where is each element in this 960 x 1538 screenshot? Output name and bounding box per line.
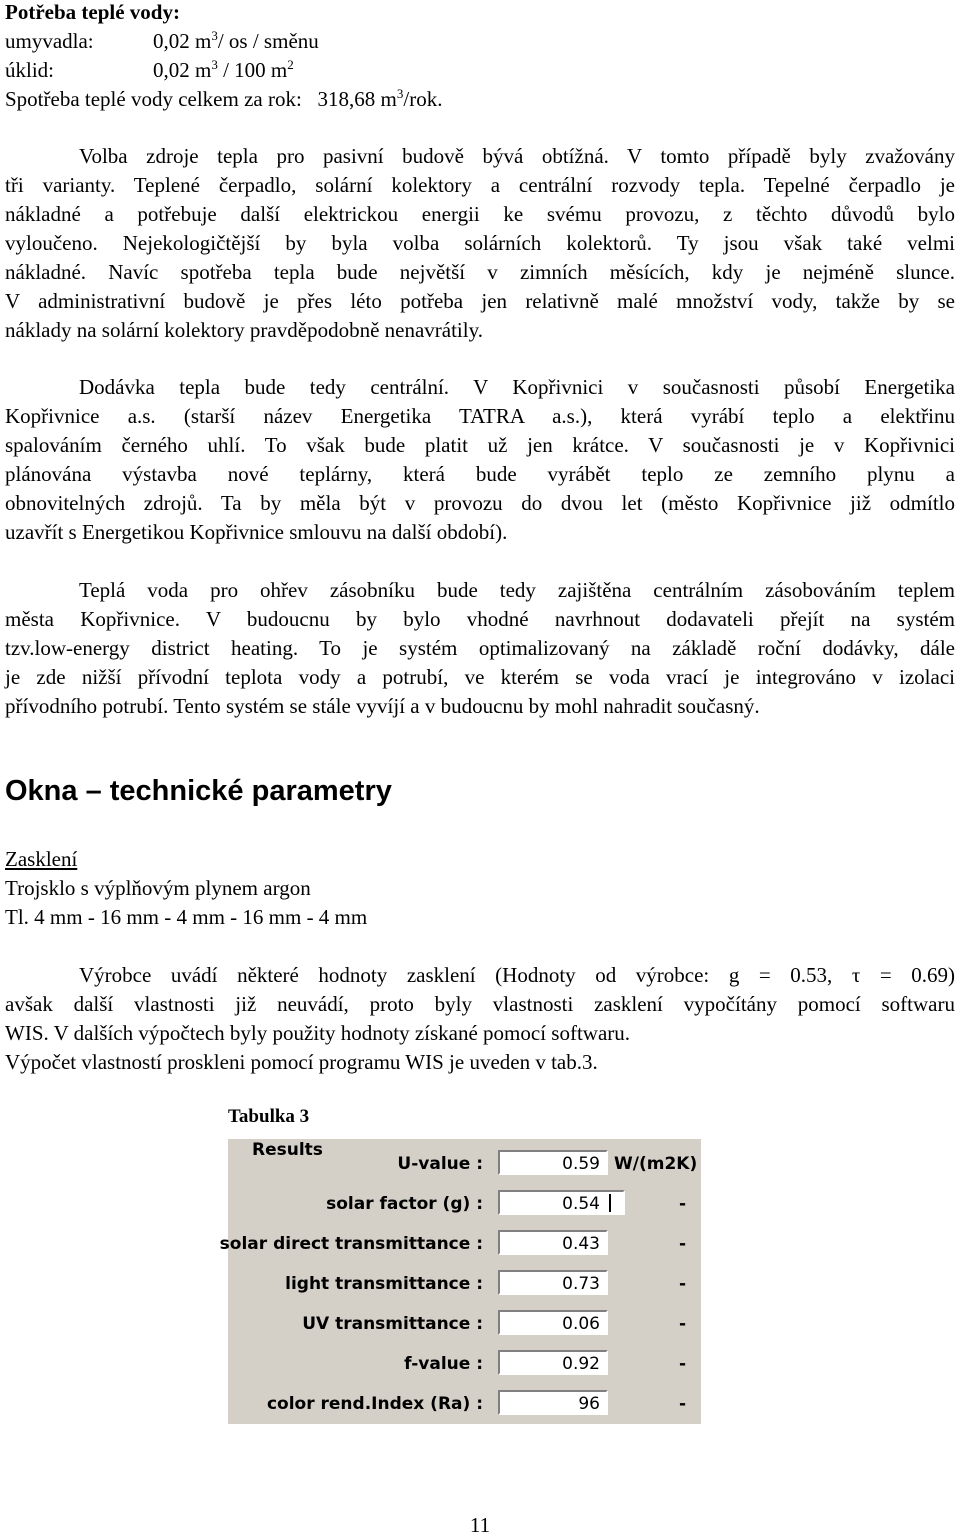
para1-line: V administrativní budově je přes léto potřeba jen relativně malé množství vody, takže by se (5, 289, 955, 313)
result-value-field[interactable] (498, 1150, 608, 1175)
para5-line: Výpočet vlastností proskleni pomocí programu WIS je uveden v tab.3. (5, 1050, 598, 1074)
result-label: f-value : (404, 1354, 483, 1374)
result-unit: - (679, 1354, 687, 1374)
result-value-field[interactable] (498, 1350, 608, 1375)
result-unit: W/(m2K) (614, 1154, 698, 1174)
cleaning-unit: / 100 m (217, 58, 288, 82)
cleaning-value: 0,02 m (153, 58, 212, 82)
result-value: 0.92 (562, 1354, 600, 1374)
result-label: color rend.Index (Ra) : (266, 1394, 483, 1414)
result-row-light-transmittance (228, 1269, 701, 1299)
para2-line: Dodávka tepla bude tedy centrální. V Kopřivnici v současnosti působí Energetika (79, 375, 955, 399)
washbasins-exponent: 3 (211, 28, 218, 43)
washbasins-label: umyvadla: (5, 29, 94, 53)
table-caption: Tabulka 3 (228, 1106, 310, 1127)
hot-water-line-washbasins (5, 27, 319, 56)
result-unit: - (679, 1274, 687, 1294)
para2-line: plánována výstavba nové teplárny, která bude vyrábět teplo ze zemního plynu a (5, 462, 955, 486)
para4-line: WIS. V dalších výpočtech byly použity hodnoty získané pomocí softwaru. (5, 1021, 631, 1045)
result-value-field[interactable] (498, 1390, 608, 1415)
para2-line: spalováním černého uhlí. To však bude platit už jen krátce. V současnosti je v Kopřivnici (5, 433, 955, 457)
washbasins-value: 0,02 m (153, 29, 212, 53)
para2-line: uzavřít s Energetikou Kopřivnice smlouvu na další období). (5, 520, 508, 544)
para1-line: náklady na solární kolektory pravděpodobně nenavrátily. (5, 318, 483, 342)
total-exponent: 3 (396, 86, 404, 101)
result-label: solar factor (g) : (326, 1194, 483, 1214)
para1-line: nákladné. Navíc spotřeba tepla bude největší v zimních měsících, kdy je nejméně slunce. (5, 260, 955, 284)
hot-water-line-total (5, 85, 442, 114)
results-panel (219, 1139, 701, 1424)
result-unit: - (679, 1194, 687, 1214)
para3-line: města Kopřivnice. V budoucnu by bylo vhodné navrhnout dodavateli přejít na systém (5, 607, 955, 631)
washbasins-unit: / os / směnu (217, 29, 319, 53)
para1-line: Volba zdroje tepla pro pasivní budově bývá obtížná. V tomto případě byly zvažovány (79, 144, 955, 168)
cleaning-exponent: 3 (211, 57, 218, 72)
result-row-f-value (228, 1349, 701, 1379)
page-number: 11 (469, 1513, 491, 1537)
result-value: 0.73 (562, 1274, 600, 1294)
result-row-solar-factor (228, 1189, 701, 1219)
para2-line: Kopřivnice a.s. (starší název Energetika TATRA a.s.), která vyrábí teplo a elektřinu (5, 404, 955, 428)
section-heading: Okna – technické parametry (5, 775, 392, 807)
result-unit: - (679, 1394, 687, 1414)
cleaning-label: úklid: (5, 58, 55, 82)
result-row-color-rendering-index (228, 1389, 701, 1419)
para4-line: avšak další vlastnosti již neuvádí, proto byly vlastnosti zasklení vypočítány pomocí softwaru (5, 992, 955, 1016)
para1-line: nákladné a potřebuje další elektrickou energii ke svému provozu, z těchto důvodů bylo (5, 202, 955, 226)
result-value: 0.59 (562, 1154, 600, 1174)
glazing-type: Trojsklo s výplňovým plynem argon (5, 876, 311, 900)
para1-line: vyloučeno. Nejekologičtější by byla volba solárních kolektorů. Ty jsou však také velmi (5, 231, 955, 255)
result-row-solar-direct-transmittance (219, 1229, 701, 1259)
total-unit: /rok. (403, 87, 443, 111)
cleaning-area-exponent: 2 (287, 57, 294, 72)
result-row-u-value (228, 1149, 701, 1179)
para3-line: přívodního potrubí. Tento systém se stále vyvíjí a v budoucnu by mohl nahradit současný. (5, 694, 760, 718)
result-unit: - (679, 1314, 687, 1334)
result-value: 0.43 (562, 1234, 600, 1254)
para3-line: tzv.low-energy district heating. To je systém optimalizovaný na základě roční dodávky, dále (5, 636, 955, 660)
results-title: Results (252, 1140, 323, 1160)
result-unit: - (679, 1234, 687, 1254)
result-value: 0.06 (562, 1314, 600, 1334)
result-value: 96 (578, 1394, 600, 1414)
result-label: UV transmittance : (302, 1314, 483, 1334)
result-label: U-value : (397, 1154, 483, 1174)
result-value-field[interactable] (498, 1230, 608, 1255)
result-label: light transmittance : (285, 1274, 483, 1294)
para4-line: Výrobce uvádí některé hodnoty zasklení (Hodnoty od výrobce: g = 0.53, τ = 0.69) (79, 963, 955, 987)
para3-line: Teplá voda pro ohřev zásobníku bude tedy zajištěna centrálním zásobováním teplem (79, 578, 955, 602)
result-row-uv-transmittance (228, 1309, 701, 1339)
hot-water-heading: Potřeba teplé vody: (5, 0, 180, 24)
result-value-field[interactable] (498, 1310, 608, 1335)
hot-water-line-cleaning (5, 56, 294, 85)
para3-line: je zde nižší přívodní teplota vody a potrubí, ve kterém se voda vrací je integrováno v izolaci (5, 665, 955, 689)
result-label: solar direct transmittance : (219, 1234, 483, 1254)
para2-line: obnovitelných zdrojů. Ta by měla být v provozu do dvou let (město Kopřivnice již odmítlo (5, 491, 955, 515)
result-value: 0.54 (562, 1194, 600, 1214)
glazing-thickness: Tl. 4 mm - 16 mm - 4 mm - 16 mm - 4 mm (5, 905, 368, 929)
result-value-field[interactable] (498, 1190, 625, 1215)
result-value-field[interactable] (498, 1270, 608, 1295)
para1-line: tři varianty. Teplené čerpadlo, solární kolektory a centrální rozvody tepla. Tepelné čerpadlo je (5, 173, 955, 197)
text-cursor (609, 1194, 611, 1212)
total-text: Spotřeba teplé vody celkem za rok: 318,68 m (5, 87, 397, 111)
glazing-subheading: Zasklení (5, 847, 78, 871)
